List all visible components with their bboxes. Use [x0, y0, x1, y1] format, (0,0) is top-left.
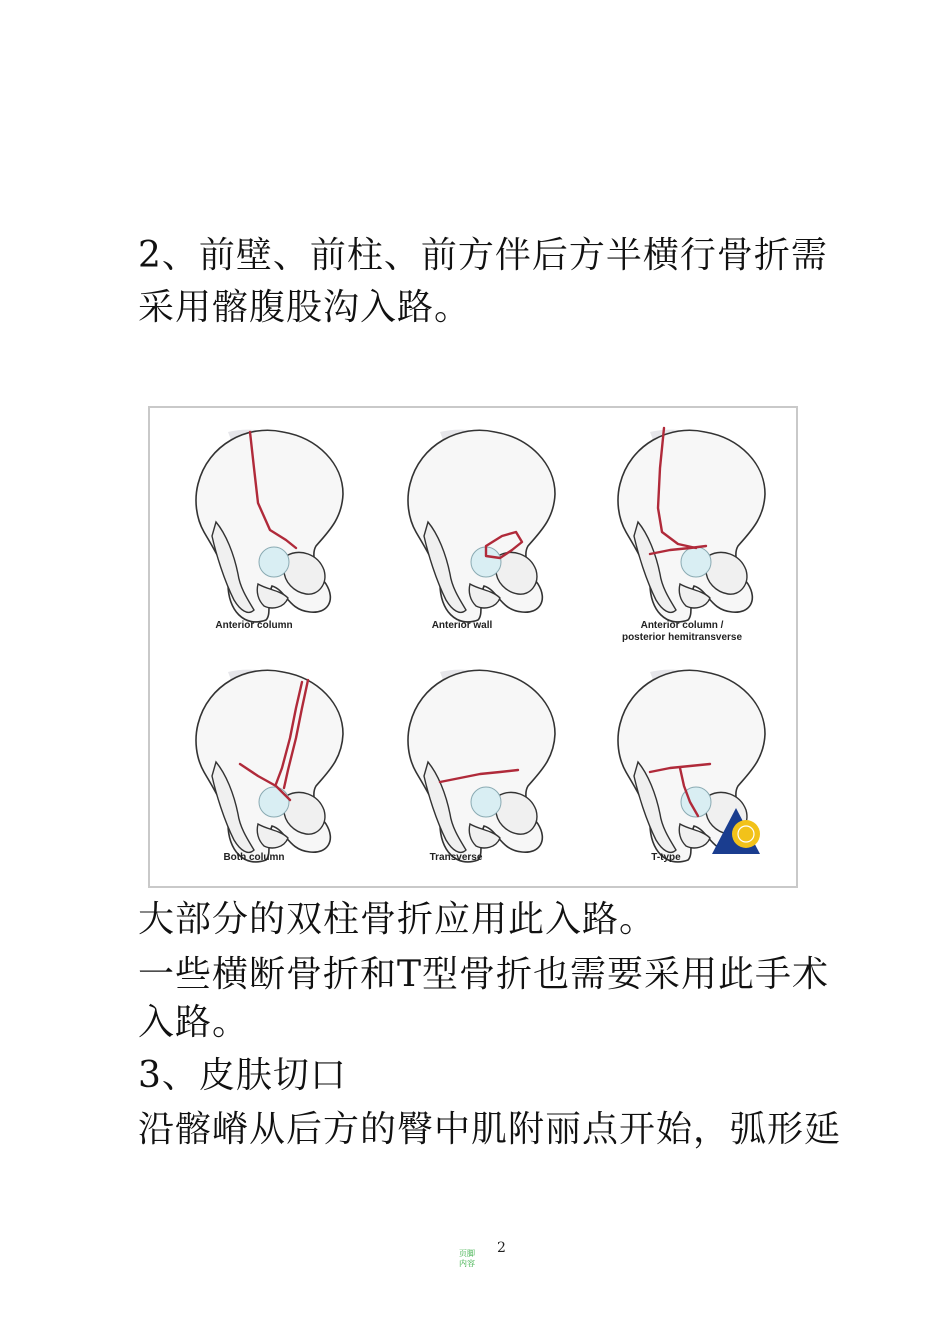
paragraph-line: 沿髂嵴从后方的臀中肌附丽点开始，弧形延 — [138, 1109, 842, 1150]
section-heading: 3、皮肤切口 — [138, 1055, 347, 1096]
caption-anterior-column-1: Anterior column / — [640, 620, 724, 631]
paragraph-line: 入路。 — [138, 1002, 250, 1043]
paragraph-line: 采用髂腹股沟入路。 — [138, 287, 472, 328]
page-number: 2 — [497, 1240, 506, 1256]
pelvis-transverse — [408, 670, 555, 862]
caption-anterior-column: Anterior column — [215, 620, 293, 631]
acetabular-fracture-figure — [148, 406, 798, 888]
pelvis-anterior-wall — [408, 430, 555, 622]
caption-t-type: T-type — [651, 852, 681, 863]
figure-illustration — [150, 408, 796, 886]
pelvis-anterior-column — [196, 430, 343, 622]
footer-note — [455, 1249, 479, 1269]
pelvis-both-column — [196, 670, 343, 862]
footer-note-line: 内容 — [459, 1259, 475, 1268]
caption-anterior-wall: Anterior wall — [431, 620, 493, 631]
paragraph-line: 一些横断骨折和T型骨折也需要采用此手术 — [138, 954, 830, 995]
caption-both-column: Both column — [223, 852, 285, 863]
caption-transverse: Transverse — [429, 852, 483, 863]
caption-anterior-column-2: posterior hemitransverse — [621, 632, 743, 643]
pelvis-anterior-column-posterior-hemitransverse — [618, 428, 765, 622]
footer-note-line: 页脚 — [459, 1249, 475, 1258]
paragraph-line: 2、前壁、前柱、前方伴后方半横行骨折需 — [138, 235, 828, 276]
paragraph-line: 大部分的双柱骨折应用此入路。 — [138, 899, 657, 940]
